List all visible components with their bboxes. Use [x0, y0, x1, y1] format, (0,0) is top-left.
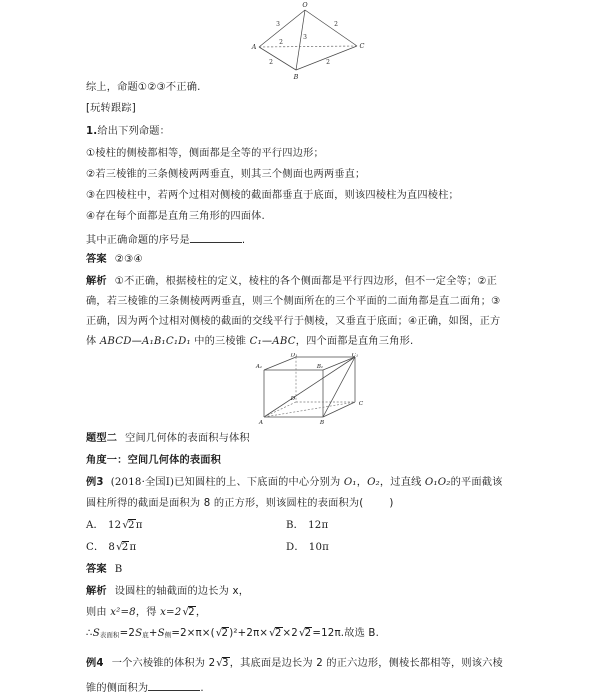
- therefore-icon: ∴: [86, 628, 93, 639]
- ex3-stem-1b: ，过直线: [379, 477, 425, 488]
- ex4-stem-post: ，其底面是边长为 2 的正六边形，侧棱长都相等，则该六棱: [229, 658, 503, 669]
- dash-2: —: [261, 336, 273, 347]
- ex4-stem-rad: 3: [222, 658, 229, 669]
- text-block-q1-prop-3: [86, 191, 526, 202]
- sqrt-icon-3: √2: [298, 628, 312, 639]
- text-block-q1-analysis-3: [86, 317, 526, 328]
- figure-cube: [250, 353, 370, 425]
- ex3-S-lateral: S: [157, 628, 165, 639]
- text-block-q1-prop-2: [86, 170, 526, 181]
- section2-type-title: 空间几何体的表面积与体积: [125, 433, 250, 444]
- q1-analysis-line-2: 确，若三棱锥的三条侧棱两两垂直，则三个侧面所在的三个平面的二面角都是直二面角；③: [86, 296, 501, 307]
- ex3-stem-1a: 已知圆柱的上、下底面的中心分别为: [174, 477, 344, 488]
- text-block-q1-stem: [86, 127, 526, 138]
- ex3-stem-1c: 的平面截该: [450, 477, 503, 488]
- edge-A1D1: [264, 357, 296, 370]
- sqrt-icon-1: √2: [215, 628, 229, 639]
- vertex-label-C: C: [358, 401, 364, 407]
- q1-proposition-2: ②若三棱锥的三条侧棱两两垂直，则其三个侧面也两两垂直；: [86, 169, 366, 180]
- vertex-label-B: B: [319, 420, 325, 425]
- ex3-option-D-suffix: π: [322, 542, 330, 553]
- q1-proposition-3: ③在四棱柱中，若两个过相对侧棱的截面都垂直于底面，则该四棱柱为直四棱柱；: [86, 190, 459, 201]
- edge-length-AB: 2: [269, 59, 273, 66]
- q1-answer-blank[interactable]: [190, 233, 242, 243]
- ex4-label: 例: [86, 658, 97, 669]
- ex3-option-C-rad: 2: [121, 542, 129, 553]
- ex3-option-A-key: A．: [86, 520, 104, 531]
- vertex-label-B: B: [293, 73, 299, 81]
- ex3-result: =12π.故选 B.: [312, 628, 380, 639]
- text-block-q1-prop-4: [86, 212, 526, 223]
- ex3-option-B[interactable]: [286, 521, 328, 532]
- text-block-section2-angle: [86, 456, 526, 467]
- ex3-option-A-coef: 12: [107, 520, 122, 531]
- vertex-label-A: A: [251, 43, 257, 51]
- ex3-analysis-line-1: 设圆柱的轴截面的边长为 x，: [114, 586, 250, 597]
- ex4-stem-pre: 一个六棱锥的体积为 2: [111, 658, 216, 669]
- cube-svg: [250, 353, 370, 425]
- ex3-answer-label: 答案: [86, 564, 107, 575]
- pyramid-apex: C₁: [249, 336, 262, 347]
- ex4-number: 4: [96, 658, 104, 669]
- vertex-label-A1: A₁: [255, 364, 263, 370]
- edge-AD-hidden: [264, 402, 296, 417]
- ex3-analysis-2-pre: 则由: [86, 607, 111, 618]
- ex3-option-D-coef: 10: [308, 542, 323, 553]
- sqrt-icon-ex4: √3: [216, 658, 229, 669]
- ex3-sq-part: )²+2π×: [229, 628, 269, 639]
- answer-label: 答案: [86, 254, 107, 265]
- ex3-option-D[interactable]: [286, 543, 329, 554]
- vertex-label-C1: C₁: [351, 353, 359, 359]
- pyramid-base: ABC: [272, 336, 296, 347]
- sqrt-icon-A: √2: [122, 520, 135, 531]
- ex3-stem-2: 圆柱所得的截面是面积为 8 的正方形，则该圆柱的表面积为(: [86, 498, 364, 509]
- sqrt-icon-x: √2: [182, 607, 195, 618]
- cube-name: ABCD: [99, 336, 132, 347]
- text-block-q1-answer: [86, 255, 526, 266]
- ex3-eq-2: =2×π×(: [171, 628, 215, 639]
- vertex-label-A: A: [258, 420, 264, 425]
- q1-analysis-line-4-mid: 中的三棱锥: [190, 336, 250, 347]
- ex3-equation-x2: x²=8: [110, 607, 136, 618]
- text-block-q1-analysis-1: [86, 277, 526, 288]
- edge-length-BC: 2: [326, 59, 330, 66]
- ex3-plus: +: [148, 628, 158, 639]
- text-block-ex3-analysis-1: [86, 587, 526, 598]
- ex3-S-base: S: [135, 628, 143, 639]
- q1-proposition-1: ①棱柱的侧棱都相等，侧面都是全等的平行四边形；: [86, 148, 324, 159]
- axis-O1O2: O₁O₂: [424, 477, 451, 488]
- q1-ask-prefix: 其中正确命题的序号是: [86, 235, 190, 246]
- text-block-ex3-stem-2: [86, 499, 526, 510]
- text-block-ex3-answer: [86, 565, 526, 576]
- edge-BC: [296, 46, 357, 70]
- edge-OC: [305, 10, 357, 46]
- ex3-analysis-label: 解析: [86, 586, 107, 597]
- ex3-rad-1: 2: [221, 628, 229, 639]
- ex3-equation-x: x=2: [160, 607, 182, 618]
- ex3-option-B-key: B．: [286, 520, 305, 531]
- text-block-ex3-options-row2: [86, 543, 526, 554]
- ex3-option-D-key: D．: [286, 542, 305, 553]
- q1-analysis-line-4-pre: 体: [86, 336, 100, 347]
- q1-number: 1.: [86, 126, 98, 137]
- text-block-tracking-header: [86, 104, 526, 115]
- text-block-ex3-stem-1: [86, 478, 526, 489]
- sqrt-icon-2: √2: [269, 628, 282, 639]
- q1-analysis-line-1: ①不正确，根据棱柱的定义，棱柱的各个侧面都是平行四边形，但不一定全等；②正: [114, 276, 498, 287]
- edge-AC-hidden: [259, 46, 357, 47]
- edge-length-OB: 3: [303, 34, 307, 41]
- ex4-answer-blank[interactable]: [148, 681, 200, 691]
- vertex-label-D: D: [290, 396, 296, 402]
- vertex-label-B1: B₁: [316, 364, 324, 370]
- ex3-S-base-sub: 底: [142, 631, 149, 640]
- section-bracket: [玩转跟踪]: [86, 103, 136, 114]
- vertex-label-D1: D₁: [290, 353, 298, 359]
- ex3-S-lateral-sub: 侧: [164, 631, 172, 640]
- edge-length-AC: 2: [279, 39, 283, 46]
- ex3-option-A-suffix: π: [135, 520, 143, 531]
- q1-stem: 给出下列命题：: [97, 126, 171, 137]
- text-block-ex3-analysis-2: [86, 608, 526, 619]
- section2-angle-label: 角度一：: [86, 455, 128, 466]
- ex3-rad-2: 2: [274, 628, 282, 639]
- ex4-stem-2-pre: 锥的侧面积为: [86, 683, 149, 694]
- edge-BC: [323, 402, 355, 417]
- ex3-analysis-2-mid: ，得: [135, 607, 161, 618]
- ex4-stem-2-post: .: [200, 683, 204, 694]
- q1-ask-suffix: .: [241, 235, 246, 246]
- text-block-q1-analysis-4: [86, 337, 526, 348]
- analysis-label: 解析: [86, 276, 107, 287]
- ex3-S-total-sub: 表面积: [99, 631, 120, 640]
- ex3-option-B-coef: 12: [308, 520, 322, 531]
- text-block-ex3-analysis-3: [86, 629, 526, 640]
- edge-length-OA: 3: [276, 21, 280, 28]
- ex3-option-B-suffix: π: [321, 520, 329, 531]
- center-O1: O₁: [343, 477, 357, 488]
- section2-angle-title: 空间几何体的表面积: [127, 455, 222, 466]
- tetrahedron-svg: [248, 0, 378, 82]
- conclusion-line: 综上，命题①②③不正确.: [86, 82, 201, 93]
- text-block-ex3-options-row1: [86, 521, 526, 532]
- q1-analysis-line-4-tail: ，四个面都是直角三角形.: [295, 336, 414, 347]
- sqrt-icon-C: √2: [116, 542, 129, 553]
- ex3-times-part: ×2: [282, 628, 298, 639]
- ex3-option-A[interactable]: [86, 521, 286, 532]
- ex3-source: (2018·全国Ⅰ): [110, 477, 175, 488]
- ex3-option-C-suffix: π: [129, 542, 137, 553]
- edge-BC1: [323, 357, 355, 417]
- q1-analysis-line-3: 正确，因为两个过相对侧棱的截面的交线平行于侧棱，又垂直于底面；④正确，如图，正方: [86, 316, 501, 327]
- edge-B1C1: [323, 357, 355, 370]
- text-block-q1-analysis-2: [86, 297, 526, 308]
- text-block-section2-type: [86, 434, 526, 445]
- cube-name-primed: A₁B₁C₁D₁: [142, 336, 191, 347]
- text-block-ex4-stem-2: [86, 681, 526, 695]
- ex3-option-C-coef: 8: [108, 542, 116, 553]
- q1-answer-value: ②③④: [114, 254, 143, 265]
- ex3-number: 3: [96, 477, 104, 488]
- edge-AB: [259, 47, 296, 70]
- figure-tetrahedron: [248, 0, 378, 82]
- dash-1: —: [131, 336, 143, 347]
- ex3-rad-3: 2: [304, 628, 312, 639]
- ex3-label: 例: [86, 477, 97, 488]
- ex3-stem-2-close: ): [389, 498, 394, 509]
- edge-length-OC: 2: [334, 21, 338, 28]
- text-block-q1-prop-1: [86, 149, 526, 160]
- ex3-eq-1: =2: [119, 628, 136, 639]
- center-O2: O₂: [367, 477, 380, 488]
- edge-AC-hidden: [264, 402, 355, 417]
- ex3-comma: ，: [356, 477, 368, 488]
- ex3-S-total: S: [92, 628, 100, 639]
- ex3-option-A-rad: 2: [128, 520, 135, 531]
- vertex-label-C: C: [359, 42, 365, 50]
- q1-proposition-4: ④存在每个面都是直角三角形的四面体.: [86, 211, 265, 222]
- ex3-option-C[interactable]: [86, 543, 286, 554]
- text-block-q1-ask: [86, 233, 526, 247]
- ex3-option-C-key: C．: [86, 542, 105, 553]
- text-block-conclusion: [86, 83, 526, 94]
- ex3-analysis-2-end: ，: [195, 607, 207, 618]
- text-block-ex4-stem-1: [86, 659, 526, 670]
- vertex-label-O: O: [302, 1, 308, 9]
- ex3-analysis-2-rad: 2: [188, 607, 195, 618]
- ex3-answer-value: B: [114, 564, 123, 575]
- section2-type-label: 题型二: [86, 433, 118, 444]
